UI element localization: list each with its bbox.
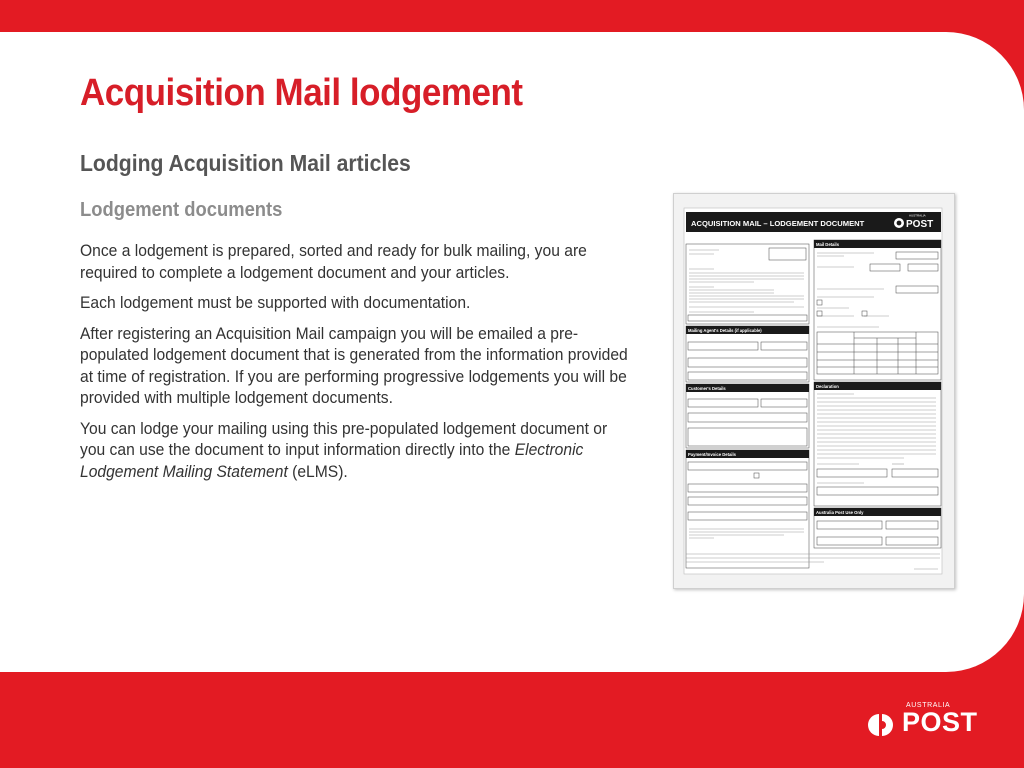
doc-section-ap-use: Australia Post Use Only bbox=[816, 510, 864, 515]
logo-post-text: POST bbox=[902, 707, 978, 737]
slide-title: Acquisition Mail lodgement bbox=[80, 72, 523, 114]
doc-section-payment: Payment/Invoice Details bbox=[688, 452, 736, 457]
section-heading: Lodgement documents bbox=[80, 199, 283, 221]
paragraph-4-tail: (eLMS). bbox=[287, 461, 348, 481]
slide-subtitle: Lodging Acquisition Mail articles bbox=[80, 150, 411, 176]
doc-section-customer: Customer's Details bbox=[688, 386, 726, 391]
paragraph-3: After registering an Acquisition Mail campaign you will be emailed a pre-populated lodgement document that is generated from the information provided at time of registration. If you are performing progressive lodgements you will be provided with multiple lodgement documents. bbox=[80, 323, 628, 407]
paragraph-2: Each lodgement must be supported with documentation. bbox=[80, 293, 471, 312]
doc-section-declaration: Declaration bbox=[816, 384, 839, 389]
body-text bbox=[80, 240, 632, 491]
paragraph-1: Once a lodgement is prepared, sorted and ready for bulk mailing, you are required to complete a lodgement document and your articles. bbox=[80, 241, 587, 282]
paragraph-4-text: You can lodge your mailing using this pre-populated lodgement document or you can use the document to input information directly into the bbox=[80, 418, 608, 459]
paragraph-4 bbox=[80, 418, 632, 483]
top-red-band bbox=[0, 0, 1024, 32]
document-logo-mark-inner bbox=[897, 221, 902, 226]
document-header-title: ACQUISITION MAIL – LODGEMENT DOCUMENT bbox=[691, 219, 865, 228]
australia-post-logo bbox=[868, 702, 978, 746]
logo-australia-text: AUSTRALIA bbox=[906, 702, 951, 709]
paragraph-4-italic: Electronic Lodgement Mailing Statement bbox=[80, 440, 584, 481]
document-brand-small: AUSTRALIA bbox=[909, 213, 926, 218]
document-brand: POST bbox=[906, 219, 934, 230]
doc-section-mailing-agent: Mailing Agent's Details (if applicable) bbox=[688, 328, 762, 333]
document-image bbox=[674, 194, 954, 588]
doc-section-mail-details: Mail Details bbox=[816, 242, 840, 247]
lodgement-document-preview bbox=[673, 193, 955, 589]
post-logo-icon bbox=[868, 710, 898, 740]
